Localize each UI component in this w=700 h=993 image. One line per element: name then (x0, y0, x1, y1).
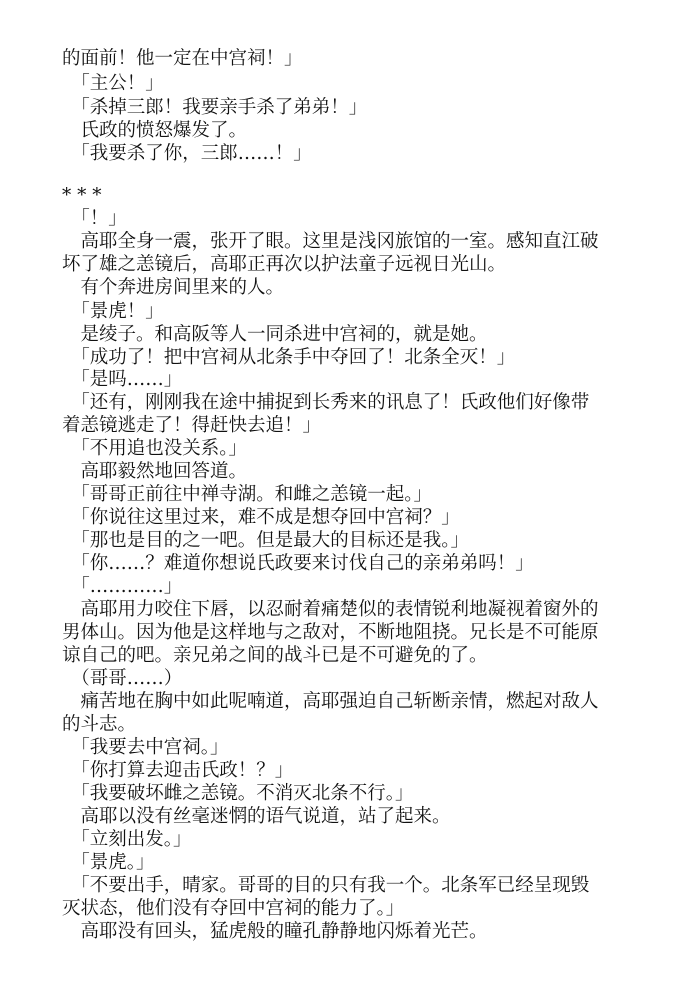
text-line: 「不要出手，晴家。哥哥的目的只有我一个。北条军已经呈现毁 (62, 875, 590, 896)
text-line: 「我要破坏雌之恙镜。不消灭北条不行。」 (62, 783, 414, 804)
text-line: 高耶用力咬住下唇，以忍耐着痛楚似的表情锐利地凝视着窗外的 (62, 599, 599, 620)
text-line: 的斗志。 (62, 714, 137, 735)
text-line: 坏了雄之恙镜后，高耶正再次以护法童子远视日光山。 (62, 254, 507, 275)
text-line: 「主公！」 (62, 73, 164, 94)
text-line: 「景虎。」 (62, 852, 155, 873)
text-line: 谅自己的吧。亲兄弟之间的战斗已是不可避免的了。 (62, 645, 488, 666)
text-line: 高耶没有回头，猛虎般的瞳孔静静地闪烁着光芒。 (62, 921, 488, 942)
text-line: 「！」 (62, 208, 127, 229)
text-line: （哥哥……） (62, 668, 183, 689)
text-line: 「景虎！」 (62, 301, 164, 322)
scene-break: * * * (62, 185, 102, 206)
text-line: 「那也是目的之一吧。但是最大的目标还是我。」 (62, 530, 470, 551)
text-line: 高耶全身一震，张开了眼。这里是浅冈旅馆的一室。感知直江破 (62, 231, 599, 252)
text-line: 「哥哥正前往中禅寺湖。和雌之恙镜一起。」 (62, 484, 433, 505)
text-line: 高耶毅然地回答道。 (62, 461, 248, 482)
text-line: 有个奔进房间里来的人。 (62, 277, 285, 298)
text-line: 「…………」 (62, 576, 183, 597)
text-line: 「成功了！把中宫祠从北条手中夺回了！北条全灭！」 (62, 347, 516, 368)
text-line: 「我要杀了你，三郎……！」 (62, 143, 312, 164)
text-line: 「杀掉三郎！我要亲手杀了弟弟！」 (62, 97, 368, 118)
text-line: 「还有，刚刚我在途中捕捉到长秀来的讯息了！氏政他们好像带 (62, 392, 590, 413)
text-line: 灭状态，他们没有夺回中宫祠的能力了。」 (62, 898, 405, 919)
text-line: 「你说往这里过来，难不成是想夺回中宫祠？」 (62, 507, 460, 528)
text-line: 「你……？难道你想说氏政要来讨伐自己的亲弟弟吗！」 (62, 553, 534, 574)
text-line: 男体山。因为他是这样地与之敌对，不断地阻挠。兄长是不可能原 (62, 622, 599, 643)
text-line: 着恙镜逃走了！得赶快去追！」 (62, 415, 322, 436)
text-line: 痛苦地在胸中如此呢喃道，高耶强迫自己斩断亲情，燃起对敌人 (62, 691, 599, 712)
text-line: 「立刻出发。」 (62, 829, 192, 850)
text-line: 「我要去中宫祠。」 (62, 737, 229, 758)
text-line: 「不用追也没关系。」 (62, 438, 248, 459)
text-line: 的面前！他一定在中宫祠！」 (62, 48, 303, 69)
text-line: 「你打算去迎击氏政！？」 (62, 760, 294, 781)
text-line: 是绫子。和高阪等人一同杀进中宫祠的，就是她。 (62, 324, 488, 345)
text-line: 高耶以没有丝毫迷惘的语气说道，站了起来。 (62, 806, 451, 827)
text-line: 氏政的愤怒爆发了。 (62, 120, 248, 141)
text-line: 「是吗……」 (62, 369, 183, 390)
